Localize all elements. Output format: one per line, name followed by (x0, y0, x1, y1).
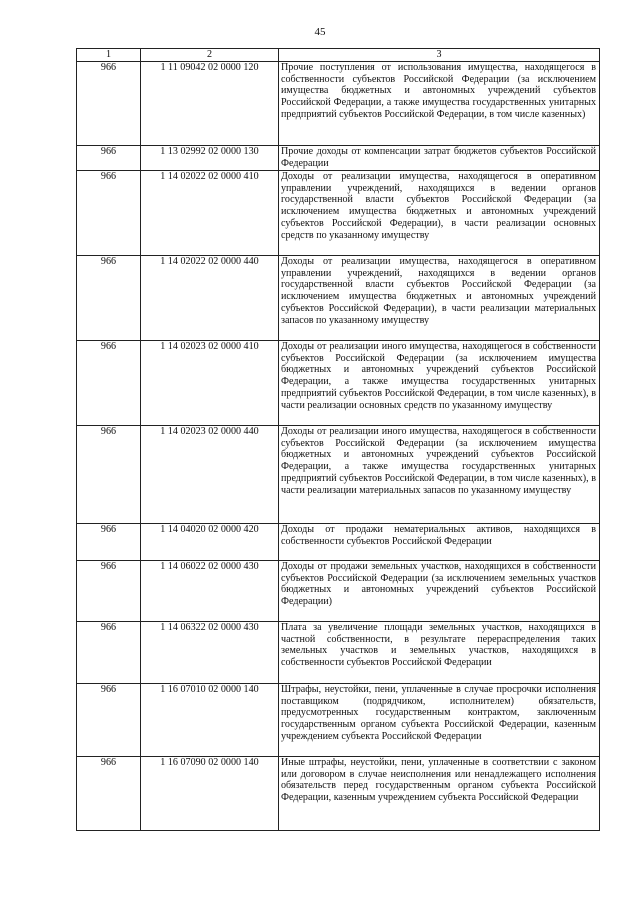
revenue-code-cell: 1 16 07090 02 0000 140 (141, 757, 279, 831)
administrator-code-cell: 966 (77, 684, 141, 757)
description-cell: Доходы от реализации иного имущества, находящегося в собственности субъектов Российской Федерации (за исключением имущества бюджетных и автономных учреждений субъектов Российской Федерации, а также имущества государственных унитарных предприятий субъектов Российской Федерации, в том числе казенных), в части реализации материальных запасов по указанному имуществу (279, 426, 600, 524)
description-cell: Доходы от продажи нематериальных активов, находящихся в собственности субъектов Российской Федерации (279, 524, 600, 561)
revenue-code-cell: 1 14 02022 02 0000 440 (141, 256, 279, 341)
revenue-code-cell: 1 14 06022 02 0000 430 (141, 561, 279, 622)
page-number: 45 (314, 26, 326, 38)
revenue-code-cell: 1 16 07010 02 0000 140 (141, 684, 279, 757)
revenue-code-cell: 1 14 02022 02 0000 410 (141, 171, 279, 256)
administrator-code-cell: 966 (77, 622, 141, 684)
description-cell: Плата за увеличение площади земельных участков, находящихся в частной собственности, в результате перераспределения таких земельных участков и земельных участков, находящихся в собственности субъектов Российской Федерации (279, 622, 600, 684)
table-row (77, 341, 600, 426)
revenue-codes-table (76, 48, 600, 831)
header-column-1: 1 (77, 49, 141, 62)
administrator-code-cell: 966 (77, 426, 141, 524)
description-cell: Иные штрафы, неустойки, пени, уплаченные в соответствии с законом или договором в случае неисполнения или ненадлежащего исполнения обязательств перед государственным органом субъекта Российской Федерации, казенным учреждением субъекта Российской Федерации (279, 757, 600, 831)
administrator-code-cell: 966 (77, 561, 141, 622)
description-cell: Доходы от реализации иного имущества, находящегося в собственности субъектов Российской Федерации (за исключением имущества бюджетных и автономных учреждений субъектов Российской Федерации, а также имущества государственных унитарных предприятий субъектов Российской Федерации, в том числе казенных), в части реализации основных средств по указанному имуществу (279, 341, 600, 426)
table-row (77, 171, 600, 256)
description-cell: Прочие поступления от использования имущества, находящегося в собственности субъектов Российской Федерации (за исключением имущества бюджетных и автономных учреждений субъектов Российской Федерации, а также имущества государственных унитарных предприятий субъектов Российской Федерации, в том числе казенных) (279, 62, 600, 146)
header-column-2: 2 (141, 49, 279, 62)
table-row (77, 757, 600, 831)
revenue-code-cell: 1 14 06322 02 0000 430 (141, 622, 279, 684)
table-row (77, 426, 600, 524)
table-row (77, 62, 600, 146)
revenue-code-cell: 1 14 04020 02 0000 420 (141, 524, 279, 561)
revenue-code-cell: 1 13 02992 02 0000 130 (141, 146, 279, 171)
table-header-row (77, 49, 600, 62)
description-cell: Доходы от реализации имущества, находящегося в оперативном управлении учреждений, находящихся в ведении органов государственной власти субъектов Российской Федерации (за исключением имущества бюджетных и автономных учреждений субъектов Российской Федерации), в части реализации материальных запасов по указанному имуществу (279, 256, 600, 341)
table-row (77, 684, 600, 757)
table-row (77, 256, 600, 341)
administrator-code-cell: 966 (77, 171, 141, 256)
administrator-code-cell: 966 (77, 256, 141, 341)
administrator-code-cell: 966 (77, 757, 141, 831)
table-row (77, 146, 600, 171)
description-cell: Прочие доходы от компенсации затрат бюджетов субъектов Российской Федерации (279, 146, 600, 171)
administrator-code-cell: 966 (77, 146, 141, 171)
description-cell: Доходы от продажи земельных участков, находящихся в собственности субъектов Российской Федерации (за исключением земельных участков бюджетных и автономных учреждений субъектов Российской Федерации) (279, 561, 600, 622)
table-row (77, 622, 600, 684)
administrator-code-cell: 966 (77, 341, 141, 426)
revenue-code-cell: 1 14 02023 02 0000 440 (141, 426, 279, 524)
revenue-code-cell: 1 14 02023 02 0000 410 (141, 341, 279, 426)
revenue-code-cell: 1 11 09042 02 0000 120 (141, 62, 279, 146)
header-column-3: 3 (279, 49, 600, 62)
administrator-code-cell: 966 (77, 524, 141, 561)
description-cell: Штрафы, неустойки, пени, уплаченные в случае просрочки исполнения поставщиком (подрядчиком, исполнителем) обязательств, предусмотренных государственным контрактом, заключенным государственным органом субъекта Российской Федерации, казенным учреждением субъекта Российской Федерации (279, 684, 600, 757)
description-cell: Доходы от реализации имущества, находящегося в оперативном управлении учреждений, находящихся в ведении органов государственной власти субъектов Российской Федерации (за исключением имущества бюджетных и автономных учреждений субъектов Российской Федерации), в части реализации основных средств по указанному имуществу (279, 171, 600, 256)
administrator-code-cell: 966 (77, 62, 141, 146)
table-row (77, 561, 600, 622)
table-row (77, 524, 600, 561)
